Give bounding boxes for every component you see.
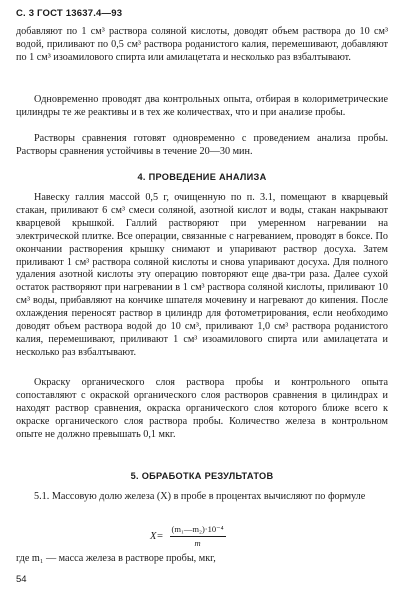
paragraph-top-1: добавляют по 1 см³ раствора соляной кислоты, доводят объем раствора до 10 см³ водой, приливают по 0,5 см³ раствора роданистого калия, перемешивают, добавляют по 1 см³ изоамилового спирта или амилацетата и несколько раз взбалтывают.	[16, 26, 388, 63]
formula-lhs: X=	[150, 530, 164, 542]
section-4-paragraph-2: Окраску органического слоя раствора пробы и контрольного опыта сопоставляют с окраской органического слоя растворов сравнения в цилиндрах и находят раствор сравнения, окраска органического слоя которого ближе всего к окраске органического слоя раствора пробы. Количество железа в контрольном опыте не должно превышать 0,1 мкг.	[16, 377, 388, 440]
section-5-heading: 5. ОБРАБОТКА РЕЗУЛЬТАТОВ	[130, 471, 274, 481]
formula-numerator: (m₁—m₂)·10⁻⁴	[170, 524, 226, 537]
formula	[150, 524, 226, 548]
where-line: где m₁ — масса железа в растворе пробы, мкг,	[16, 553, 216, 564]
formula-fraction	[170, 524, 226, 548]
paragraph-top-3: Растворы сравнения готовят одновременно с проведением анализа пробы. Растворы сравнения устойчивы в течение 20—30 мин.	[16, 133, 388, 157]
page-number: 54	[16, 574, 27, 585]
paragraph-top-2: Одновременно проводят два контрольных опыта, отбирая в колориметрические цилиндры те же реактивы и в тех же количествах, что и при анализе пробы.	[16, 94, 388, 118]
page-header: С. 3 ГОСТ 13637.4—93	[16, 8, 123, 19]
section-5-intro: 5.1. Массовую долю железа (X) в пробе в процентах вычисляют по формуле	[34, 491, 366, 502]
section-4-paragraph-1: Навеску галлия массой 0,5 г, очищенную по п. 3.1, помещают в кварцевый стакан, приливают 6 см³ смеси соляной, азотной кислот и воды, стакан накрывают кварцевой крышкой. Галлий растворяют при умеренном нагревании на электрической плитке. Все операции, связанные с нагреванием, проводят в боксе. По окончании растворения крышку снимают и упаривают раствор досуха. Затем приливают 1 см³ раствора соляной кислоты и снова упаривают досуха. Для полного удаления азотной кислоты эту операцию повторяют еще два-три раза. Далее сухой остаток растворяют при нагревании в 1 см³ раствора соляной кислоты, приливают 10 см³ воды, прибавляют на кончике шпателя мочевину и нагревают до кипения. После охлаждения переносят раствор в цилиндр для фотометрирования, если необходимо доводят объем раствора водой до 10 см³, приливают 1,0 см³ раствора роданистого калия, перемешивают, приливают 1 см³ изоамилового спирта или амилацетата и несколько раз взбалтывают.	[16, 192, 388, 358]
section-4-heading: 4. ПРОВЕДЕНИЕ АНАЛИЗА	[137, 172, 267, 182]
formula-denominator: m	[194, 538, 201, 548]
